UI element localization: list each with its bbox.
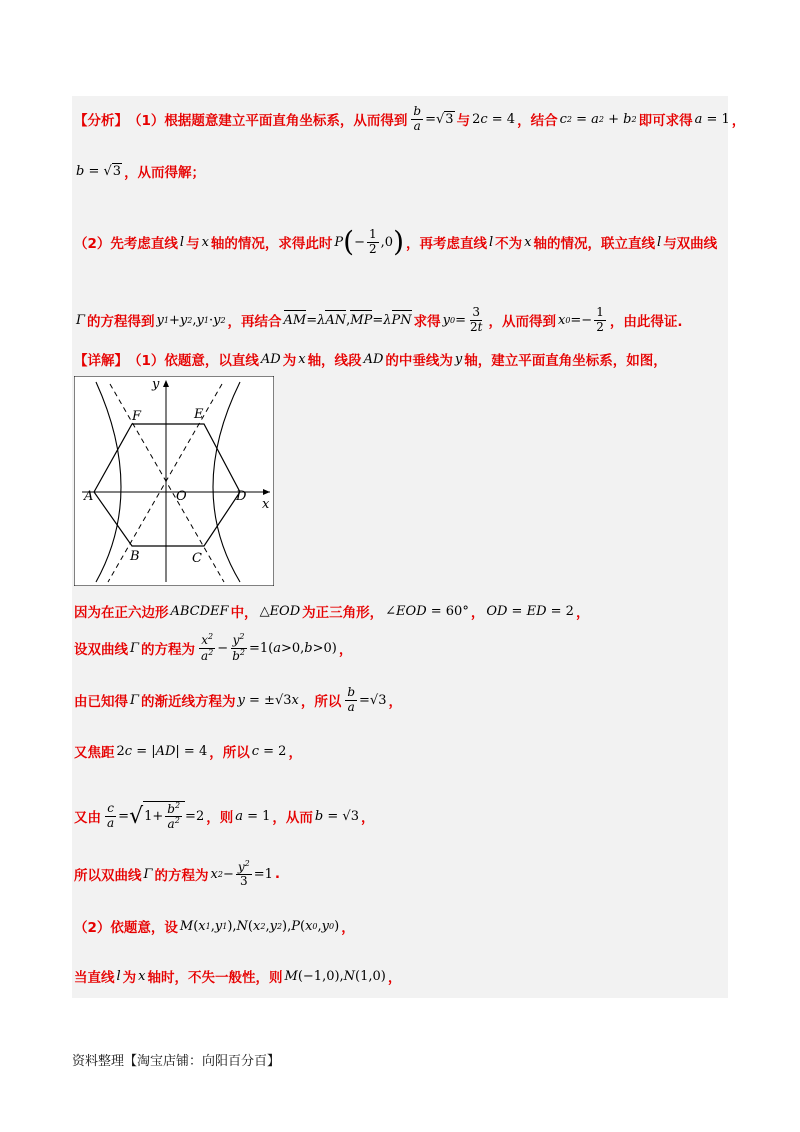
detail-line-7: 所以双曲线 Γ 的方程为 x 2 − $\frac{y^2}{3}$ =1 . bbox=[74, 858, 281, 888]
math-b-over-a: $\frac{b}{a}$ = √ 3 bbox=[413, 104, 454, 133]
math-c2: c 2 = a 2 + b 2 bbox=[559, 111, 637, 127]
label-C: C bbox=[192, 551, 202, 566]
analysis-line-2: b = √ 3 ，从而得解； bbox=[76, 163, 206, 181]
detail-line-8: （2）依题意，设 M ( x 1 , y 1 ), N ( x 2 , y 2 ), P ( x 0 , y 0 ) ， bbox=[74, 918, 355, 936]
math-y0: y 0 = $\frac{3}{2t}$ bbox=[442, 305, 483, 334]
detail-line-9: 当直线 l 为 x 轴时，不失一般性，则 M (−1,0), N (1,0) ， bbox=[74, 968, 402, 986]
label-A: A bbox=[84, 489, 94, 504]
analysis-line-4: Γ 的方程得到 y 1 + y 2 , y 1 · y 2 ，再结合 AM = λ AN , MP = λ PN 求得 y 0 = $\frac{3}{2t}$ ，从而得到 x 0 =− $\frac{1}{2}$ ，由此得证. bbox=[76, 305, 683, 334]
math-sum-product: y 1 + y 2 , y 1 · y 2 bbox=[156, 312, 226, 328]
math-b-sqrt3: b = √ 3 bbox=[76, 163, 122, 179]
label-E: E bbox=[194, 407, 204, 422]
detail-line-1: 【详解】 （1）依题意，以直线 AD 为 x 轴，线段 AD 的中垂线为 y 轴，建立平面直角坐标系，如图， bbox=[74, 351, 667, 369]
math-point-p: P ( − $\frac{1}{2}$ ,0 ) bbox=[334, 225, 404, 258]
math-2c-4: 2 c = 4 bbox=[472, 111, 516, 127]
label-B: B bbox=[130, 549, 140, 564]
math-x0: x 0 =− $\frac{1}{2}$ bbox=[557, 305, 604, 334]
label-y: y bbox=[152, 377, 160, 392]
label-D: D bbox=[236, 489, 247, 504]
analysis-line-3: （2）先考虑直线 l 与 x 轴的情况，求得此时 P ( − $\frac{1}{2}$ ,0 ) ，再考虑直线 l 不为 x 轴的情况，联立直线 l 与双曲线 bbox=[74, 225, 718, 258]
detail-line-4: 由已知得 Γ 的渐近线方程为 y = ±√3 x ，所以 $\frac{b}{a}$ =√3 ， bbox=[74, 685, 402, 714]
math-vectors: AM = λ AN , MP = λ PN bbox=[283, 312, 412, 328]
math-a-1: a = 1 bbox=[694, 111, 730, 127]
detail-line-5: 又焦距 2 c = | AD | = 4 ，所以 c = 2 ， bbox=[74, 743, 302, 761]
detail-line-2: 因为在正六边形 ABCDEF 中， △ EOD 为正三角形， ∠ EOD = 60° ， OD = ED = 2 ， bbox=[74, 603, 590, 621]
detail-line-6: 又由 $\frac{c}{a}$ = √ 1+ $\frac{b^2}{a^2}$ =2 ，则 a = 1 ，从而 b = √3 ， bbox=[74, 800, 375, 831]
footer-source: 资料整理【淘宝店铺：向阳百分百】 bbox=[72, 1054, 281, 1069]
label-O: O bbox=[176, 489, 187, 504]
detail-line-3: 设双曲线 Γ 的方程为 $\frac{x^2}{a^2}$ − $\frac{y^2}{b^2}$ =1( a >0, b >0) ， bbox=[74, 632, 353, 663]
label-x: x bbox=[262, 497, 270, 512]
label-F: F bbox=[132, 409, 142, 424]
hexagon-hyperbola-figure bbox=[74, 376, 274, 586]
analysis-line-1: 【分析】 （1）根据题意建立平面直角坐标系，从而得到 $\frac{b}{a}$ = √ 3 与 2 c = 4 ，结合 c 2 = a 2 + b 2 即可求得 a = 1 ， bbox=[74, 104, 746, 133]
math-hyperbola-eq: $\frac{x^2}{a^2}$ − $\frac{y^2}{b^2}$ =1( a >0, b >0) bbox=[201, 632, 337, 663]
